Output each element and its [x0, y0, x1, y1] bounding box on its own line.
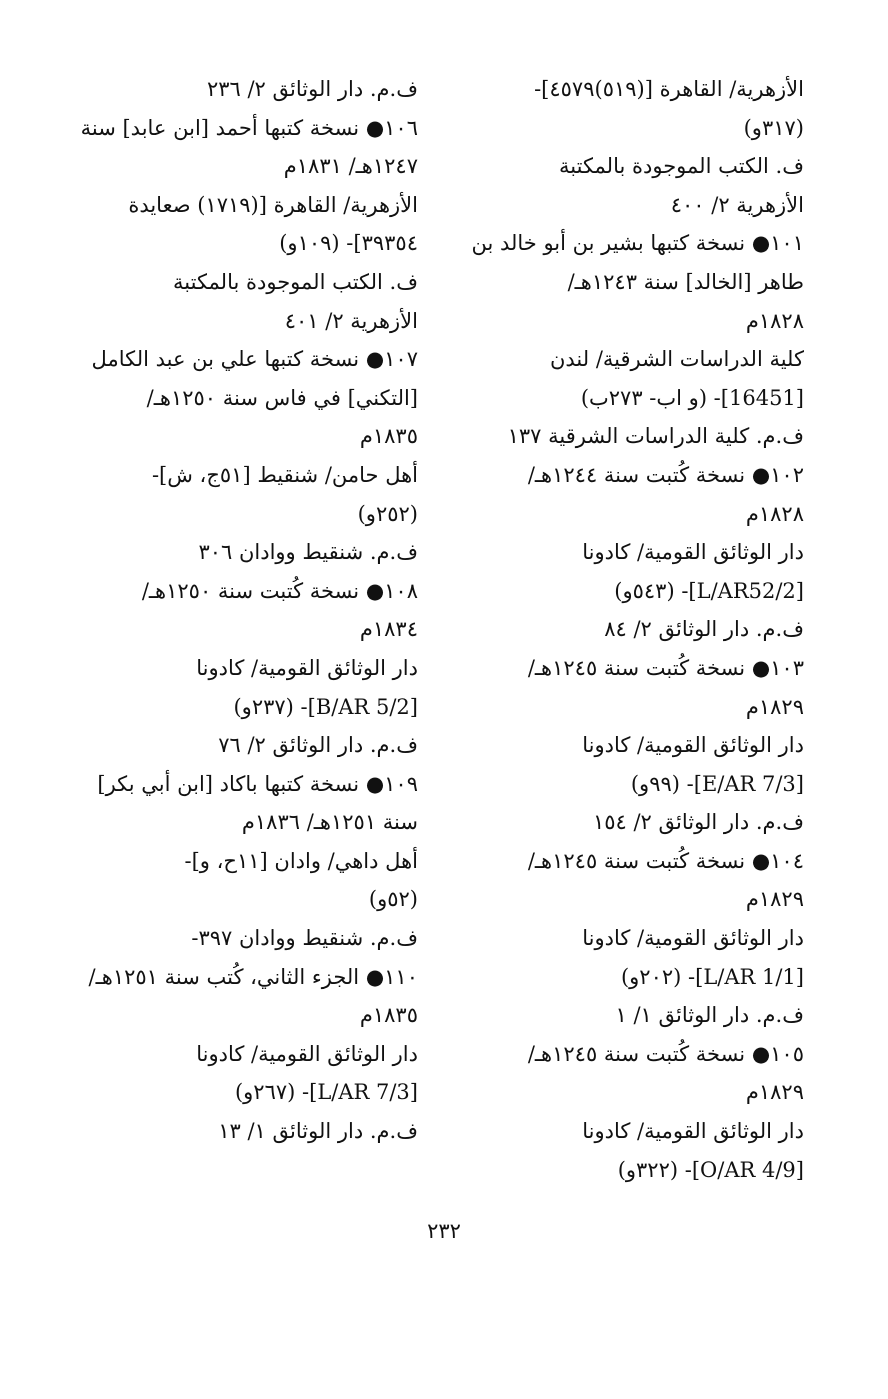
text-line: ١٨٢٩م: [745, 694, 804, 719]
text-line: ٣٩٣٥٤]- (١٠٩و): [279, 231, 418, 256]
page-number: ٢٣٢: [427, 1219, 461, 1243]
text-line: [16451]- (و اب- ٢٧٣ب): [580, 385, 804, 410]
text-line: الأزهرية ٢/ ٤٠٠: [670, 192, 804, 217]
text-line: (٣١٧و): [743, 115, 804, 140]
text-line: ١٨٢٨م: [745, 308, 804, 333]
text-line: كلية الدراسات الشرقية/ لندن: [549, 347, 804, 372]
text-line: ف.م. شنقيط ووادان ٣٠٦: [198, 540, 418, 565]
text-line: ١٨٣٥م: [359, 424, 418, 449]
text-line: سنة ١٢٥١هـ/ ١٨٣٦م: [241, 810, 418, 835]
text-line: ١٠٣● نسخة كُتبت سنة ١٢٤٥هـ/: [527, 655, 804, 680]
text-line: ١٠٢● نسخة كُتبت سنة ١٢٤٤هـ/: [527, 462, 804, 487]
text-line: ف.م. دار الوثائق ١/ ١٣: [218, 1119, 418, 1144]
text-line: ف.م. دار الوثائق ٢/ ٧٦: [218, 733, 418, 758]
text-line: ف.م. دار الوثائق ١/ ١: [615, 1003, 804, 1028]
text-line: ١٨٢٩م: [745, 887, 804, 912]
text-line: أهل حامن/ شنقيط [٥١ج، ش]-: [151, 462, 418, 487]
text-line: ١٨٣٥م: [359, 1003, 418, 1028]
right-column: [464, 70, 804, 1189]
text-line: دار الوثائق القومية/ كادونا: [582, 733, 804, 758]
text-line: دار الوثائق القومية/ كادونا: [582, 540, 804, 565]
text-line: أهل داهي/ وادان [١١ح، و]-: [184, 848, 418, 873]
text-line: (٢٥٢و): [357, 501, 418, 526]
text-line: دار الوثائق القومية/ كادونا: [196, 1041, 418, 1066]
text-line: ١٨٢٨م: [745, 501, 804, 526]
text-line: ف. الكتب الموجودة بالمكتبة: [173, 269, 418, 294]
text-line: ١٠٥● نسخة كُتبت سنة ١٢٤٥هـ/: [527, 1041, 804, 1066]
text-line: ١٢٤٧هـ/ ١٨٣١م: [283, 154, 418, 179]
text-line: [B/AR 5/2]- (٢٣٧و): [233, 694, 418, 719]
text-line: [التكني] في فاس سنة ١٢٥٠هـ/: [146, 385, 418, 410]
text-line: [L/AR52/2]- (٥٤٣و): [614, 578, 804, 603]
text-line: [E/AR 7/3]- (٩٩و): [630, 771, 804, 796]
text-line: ١٨٢٩م: [745, 1080, 804, 1105]
text-line: دار الوثائق القومية/ كادونا: [582, 926, 804, 951]
text-line: طاهر [الخالد] سنة ١٢٤٣هـ/: [567, 269, 804, 294]
text-line: ١١٠● الجزء الثاني، كُتب سنة ١٢٥١هـ/: [88, 964, 418, 989]
text-line: ١٠٧● نسخة كتبها علي بن عبد الكامل: [91, 347, 418, 372]
text-line: [O/AR 4/9]- (٣٢٢و): [617, 1157, 804, 1182]
text-line: ف.م. شنقيط ووادان ٣٩٧-: [191, 926, 418, 951]
text-line: ف.م. دار الوثائق ٢/ ٢٣٦: [206, 77, 418, 101]
text-line: ١٠٨● نسخة كُتبت سنة ١٢٥٠هـ/: [141, 578, 418, 603]
text-line: ١٨٣٤م: [359, 617, 418, 642]
left-column: [78, 70, 418, 1151]
text-line: ف.م. دار الوثائق ٢/ ١٥٤: [592, 810, 804, 835]
text-line: الأزهرية/ القاهرة [(١٧١٩) صعايدة: [128, 192, 418, 217]
text-line: ف.م. كلية الدراسات الشرقية ١٣٧: [507, 424, 804, 449]
text-line: دار الوثائق القومية/ كادونا: [582, 1119, 804, 1144]
text-line: [L/AR 7/3]- (٢٦٧و): [234, 1080, 418, 1105]
text-line: ١٠٤● نسخة كُتبت سنة ١٢٤٥هـ/: [527, 848, 804, 873]
text-line: دار الوثائق القومية/ كادونا: [196, 655, 418, 680]
text-line: ف. الكتب الموجودة بالمكتبة: [559, 154, 804, 179]
text-line: ١٠٦● نسخة كتبها أحمد [ابن عابد] سنة: [80, 115, 418, 140]
text-line: (٥٢و): [368, 887, 418, 912]
text-line: [L/AR 1/1]- (٢٠٢و): [620, 964, 804, 989]
text-line: ١٠٩● نسخة كتبها باكاد [ابن أبي بكر]: [97, 771, 418, 796]
text-line: ١٠١● نسخة كتبها بشير بن أبو خالد بن: [471, 231, 804, 256]
text-line: ف.م. دار الوثائق ٢/ ٨٤: [604, 617, 804, 642]
text-line: الأزهرية/ القاهرة [(٥١٩)٤٥٧٩]-: [534, 77, 804, 101]
text-line: الأزهرية ٢/ ٤٠١: [284, 308, 418, 333]
